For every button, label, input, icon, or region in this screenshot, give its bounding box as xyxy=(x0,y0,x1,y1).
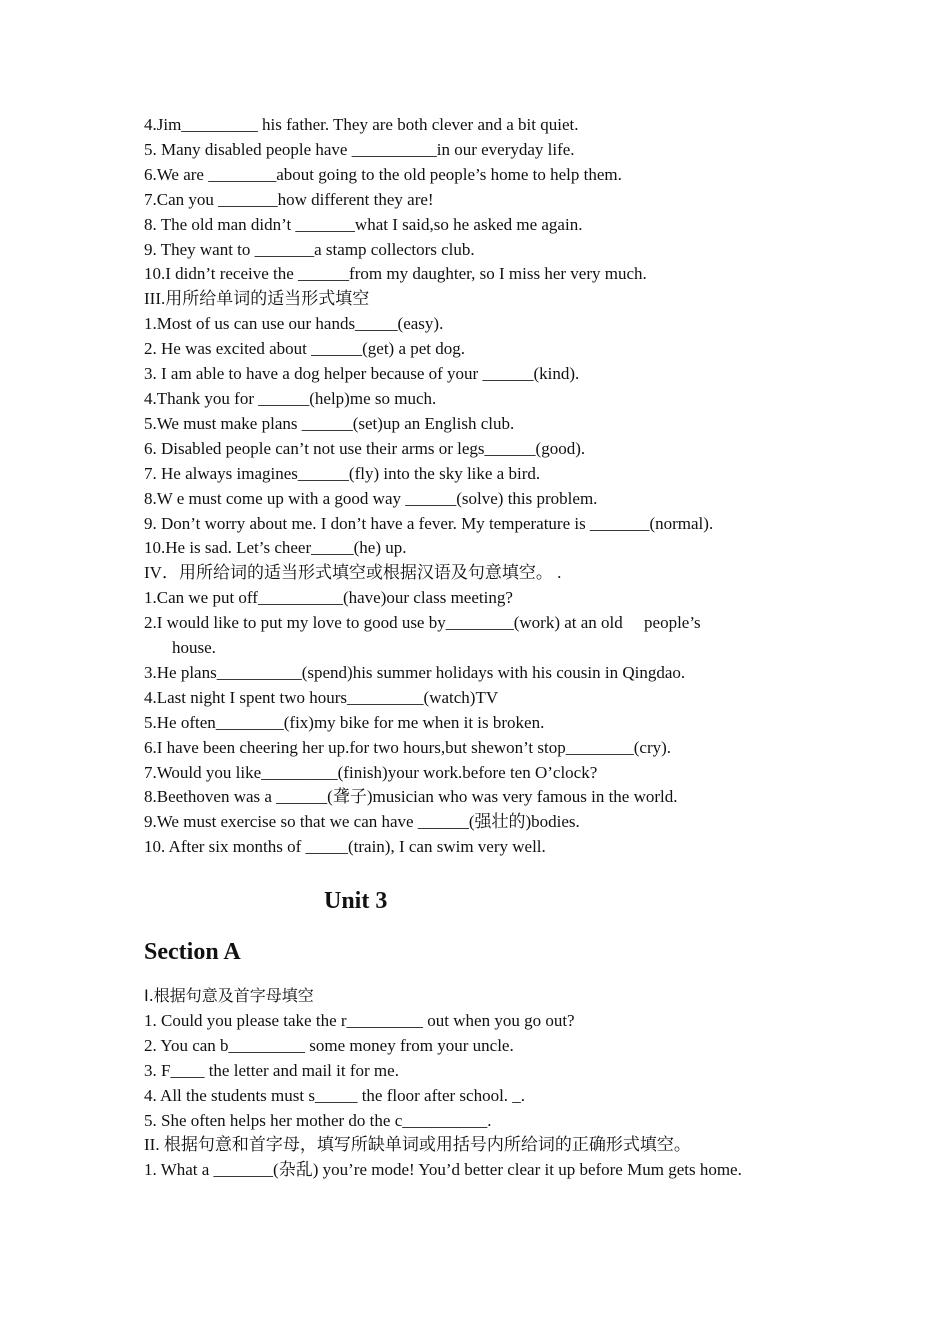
exercise-line: 9. They want to _______a stamp collectors club. xyxy=(144,239,475,259)
exercise-line: 10. After six months of _____(train), I can swim very well. xyxy=(144,837,546,857)
worksheet-page xyxy=(144,113,808,1180)
exercise-line: 8.Beethoven was a ______(聋子)musician who was very famous in the world. xyxy=(144,787,678,807)
exercise-line: 10.He is sad. Let’s cheer_____(he) up. xyxy=(144,538,407,558)
exercise-line: 3.He plans__________(spend)his summer holidays with his cousin in Qingdao. xyxy=(144,662,686,682)
exercise-line: 7.Would you like_________(finish)your work.before ten O’clock? xyxy=(144,762,598,782)
exercise-line: 4.Thank you for ______(help)me so much. xyxy=(144,388,437,408)
exercise-line: 10.I didn’t receive the ______from my daughter, so I miss her very much. xyxy=(144,264,647,284)
exercise-line: 6.I have been cheering her up.for two hours,but shewon’t stop________(cry). xyxy=(144,737,672,757)
exercise-line: 2. You can b_________ some money from your uncle. xyxy=(144,1035,514,1055)
unit-title: Unit 3 xyxy=(324,888,388,914)
exercise-line: 2.I would like to put my love to good use by________(work) at an old people’s xyxy=(144,613,701,633)
exercise-line: 5.We must make plans ______(set)up an English club. xyxy=(144,413,515,433)
exercise-line: 4.Last night I spent two hours_________(watch)TV xyxy=(144,687,499,707)
exercise-line: 8. The old man didn’t _______what I said,so he asked me again. xyxy=(144,214,583,234)
exercise-line: 6. Disabled people can’t not use their arms or legs______(good). xyxy=(144,438,586,458)
exercise-line: 2. He was excited about ______(get) a pet dog. xyxy=(144,339,466,359)
exercise-line: 1.Most of us can use our hands_____(easy). xyxy=(144,314,444,334)
exercise-line: 3. F____ the letter and mail it for me. xyxy=(144,1060,399,1080)
exercise-line: 5. Many disabled people have __________in our everyday life. xyxy=(144,139,575,159)
exercise-line: 9. Don’t worry about me. I don’t have a fever. My temperature is _______(normal). xyxy=(144,513,714,533)
exercise-line: 4.Jim_________ his father. They are both clever and a bit quiet. xyxy=(144,115,579,134)
exercise-line: 1. Could you please take the r_________ out when you go out? xyxy=(144,1010,575,1030)
exercise-line: 9.We must exercise so that we can have ______(强壮的)bodies. xyxy=(144,812,580,832)
exercise-line: 8.W e must come up with a good way ______(solve) this problem. xyxy=(144,488,598,508)
section-title: Section A xyxy=(144,939,241,965)
section-heading: III.用所给单词的适当形式填空 xyxy=(144,289,370,309)
unit3-exercises xyxy=(144,984,808,1183)
exercise-line: 5.He often________(fix)my bike for me when it is broken. xyxy=(144,712,545,732)
exercise-line: 7. He always imagines______(fly) into the sky like a bird. xyxy=(144,463,541,483)
exercise-line-continuation: house. xyxy=(172,638,216,658)
section-heading: II. 根据句意和首字母，填写所缺单词或用括号内所给词的正确形式填空。 xyxy=(144,1135,691,1155)
exercise-line: 4. All the students must s_____ the floor after school. _. xyxy=(144,1085,526,1105)
exercise-line: 1.Can we put off__________(have)our class meeting? xyxy=(144,588,513,608)
exercise-line: 1. What a _______(杂乱) you’re mode! You’d better clear it up before Mum gets home. xyxy=(144,1160,742,1180)
exercise-line: 7.Can you _______how different they are! xyxy=(144,189,434,209)
exercise-line: 6.We are ________about going to the old people’s home to help them. xyxy=(144,164,622,184)
section-heading: IV．用所给词的适当形式填空或根据汉语及句意填空。 . xyxy=(144,563,562,583)
section-heading: I.根据句意及首字母填空 xyxy=(144,986,314,1005)
exercise-line: 5. She often helps her mother do the c__________. xyxy=(144,1110,492,1130)
exercise-line: 3. I am able to have a dog helper because of your ______(kind). xyxy=(144,364,580,384)
